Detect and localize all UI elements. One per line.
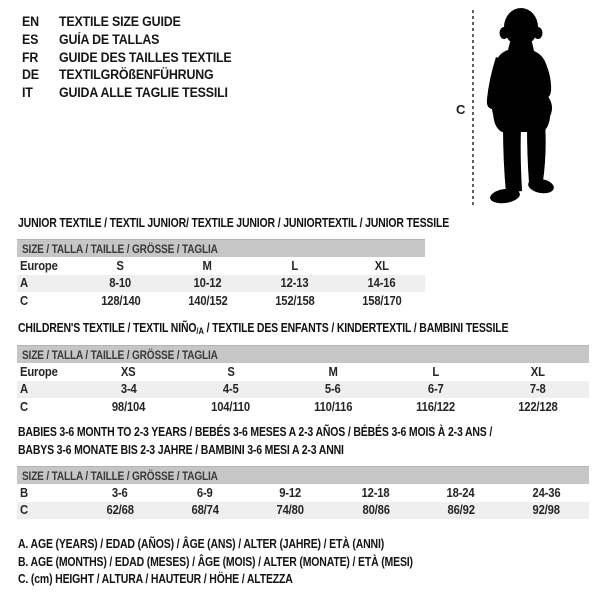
language-code: DE: [22, 67, 39, 83]
row-label-cell: C: [17, 502, 77, 520]
size-cell: 152/158: [274, 293, 315, 308]
row-label-cell: A: [17, 275, 77, 293]
row-label-cell: C: [20, 293, 28, 308]
size-cell: 3-4: [77, 381, 179, 399]
children-section-title: CHILDREN'S TEXTILE / TEXTIL $NIÑO_{/A}$ / TEXTILE DES ENFANTS / KINDERTEXTIL / BAMBINI TESSILE: [18, 321, 509, 336]
table-row: [17, 363, 589, 381]
size-cell: 6-9: [197, 485, 213, 500]
size-cell: 62/68: [77, 502, 162, 520]
size-cell: XS: [121, 364, 136, 379]
size-cell: 4-5: [180, 381, 282, 399]
table-row: [17, 275, 425, 293]
row-label-cell: Europe: [20, 258, 58, 273]
babies-section-title: BABIES 3-6 MONTH TO 2-3 YEARS / BEBÉS 3-6 MESES A 2-3 AÑOS / BÉBÉS 3-6 MOIS À 2-3 ANS / BABYS 3-6 MONATE BIS 2-3 JAHRE / BAMBINI 3-6 MESI A 2-3 ANNI: [18, 425, 493, 457]
table-row: [17, 502, 589, 520]
size-cell: 140/152: [187, 293, 228, 308]
size-cell: 128/140: [100, 293, 141, 308]
size-cell: 6-7: [384, 381, 486, 399]
size-cell: 12-18: [361, 485, 390, 500]
size-cell: 10-12: [164, 275, 251, 293]
size-cell: 9-12: [279, 485, 302, 500]
size-cell: M: [328, 364, 338, 379]
language-code: ES: [22, 31, 39, 47]
size-cell: 74/80: [248, 502, 333, 520]
size-cell: M: [202, 258, 213, 273]
height-measure-dashed-line: [472, 10, 474, 208]
table-row: [17, 292, 425, 310]
size-cell: 80/86: [333, 502, 418, 520]
size-cell: 18-24: [447, 485, 475, 500]
size-cell: 110/116: [313, 399, 353, 414]
language-label: TEXTILGRÖßENFÜHRUNG: [59, 67, 214, 83]
title-subscript: /A: [196, 326, 204, 336]
row-label-cell: Europe: [20, 364, 58, 379]
footnote: A. AGE (YEARS) / EDAD (AÑOS) / ÂGE (ANS) / ALTER (JAHRE) / ETÀ (ANNI): [18, 537, 385, 551]
height-measure-label: C: [456, 102, 466, 117]
size-cell: 116/122: [415, 399, 455, 414]
size-cell: S: [227, 364, 235, 379]
size-header-bar: SIZE / TALLA / TAILLE / GRÖSSE / TAGLIA: [17, 346, 589, 364]
size-cell: XL: [374, 258, 389, 273]
size-cell: L: [291, 258, 298, 273]
size-cell: 24-36: [532, 485, 561, 500]
toddler-silhouette-image: [480, 5, 576, 207]
language-title-list: [22, 13, 247, 102]
size-cell: 68/74: [162, 502, 247, 520]
size-cell: 122/128: [518, 399, 558, 414]
size-cell: 92/98: [504, 502, 589, 520]
size-cell: 7-8: [487, 381, 589, 399]
children-size-table: [17, 345, 589, 416]
language-label: GUIDA ALLE TAGLIE TESSILI: [59, 85, 228, 101]
table-row: [17, 484, 589, 502]
junior-section-title: JUNIOR TEXTILE / TEXTIL JUNIOR/ TEXTILE JUNIOR / JUNIORTEXTIL / JUNIOR TESSILE: [18, 216, 450, 230]
table-row: [17, 381, 589, 399]
row-label-cell: A: [17, 381, 77, 399]
language-code: FR: [22, 49, 39, 65]
language-label: GUÍA DE TALLAS: [59, 31, 160, 47]
size-cell: L: [432, 364, 439, 379]
size-cell: 158/170: [361, 293, 402, 308]
babies-size-table: [17, 466, 589, 519]
table-row: [17, 398, 589, 416]
table-row: [17, 257, 425, 275]
size-cell: 104/110: [211, 399, 251, 414]
size-cell: 8-10: [77, 275, 164, 293]
size-cell: 5-6: [282, 381, 384, 399]
size-cell: S: [116, 258, 125, 273]
junior-size-table: [17, 239, 425, 310]
size-cell: 14-16: [338, 275, 425, 293]
footnote: B. AGE (MONTHS) / EDAD (MESES) / ÂGE (MOIS) / ALTER (MONATE) / ETÀ (MESI): [18, 554, 413, 569]
legend-notes: [18, 536, 488, 589]
size-cell: 3-6: [111, 485, 128, 500]
size-cell: 98/104: [111, 399, 146, 414]
row-label-cell: B: [20, 485, 28, 500]
size-header-bar: SIZE / TALLA / TAILLE / GRÖSSE / TAGLIA: [17, 240, 425, 258]
size-cell: 86/92: [418, 502, 503, 520]
footnote: C. (cm) HEIGHT / ALTURA / HAUTEUR / HÖHE / ALTEZZA: [18, 572, 293, 587]
size-header-bar: SIZE / TALLA / TAILLE / GRÖSSE / TAGLIA: [17, 467, 589, 485]
language-label: GUIDE DES TAILLES TEXTILE: [59, 49, 232, 65]
size-cell: 12-13: [251, 275, 338, 293]
language-code: IT: [22, 85, 33, 101]
language-label: TEXTILE SIZE GUIDE: [59, 14, 181, 29]
language-code: EN: [22, 14, 39, 29]
row-label-cell: C: [20, 399, 28, 414]
size-cell: XL: [530, 364, 545, 379]
